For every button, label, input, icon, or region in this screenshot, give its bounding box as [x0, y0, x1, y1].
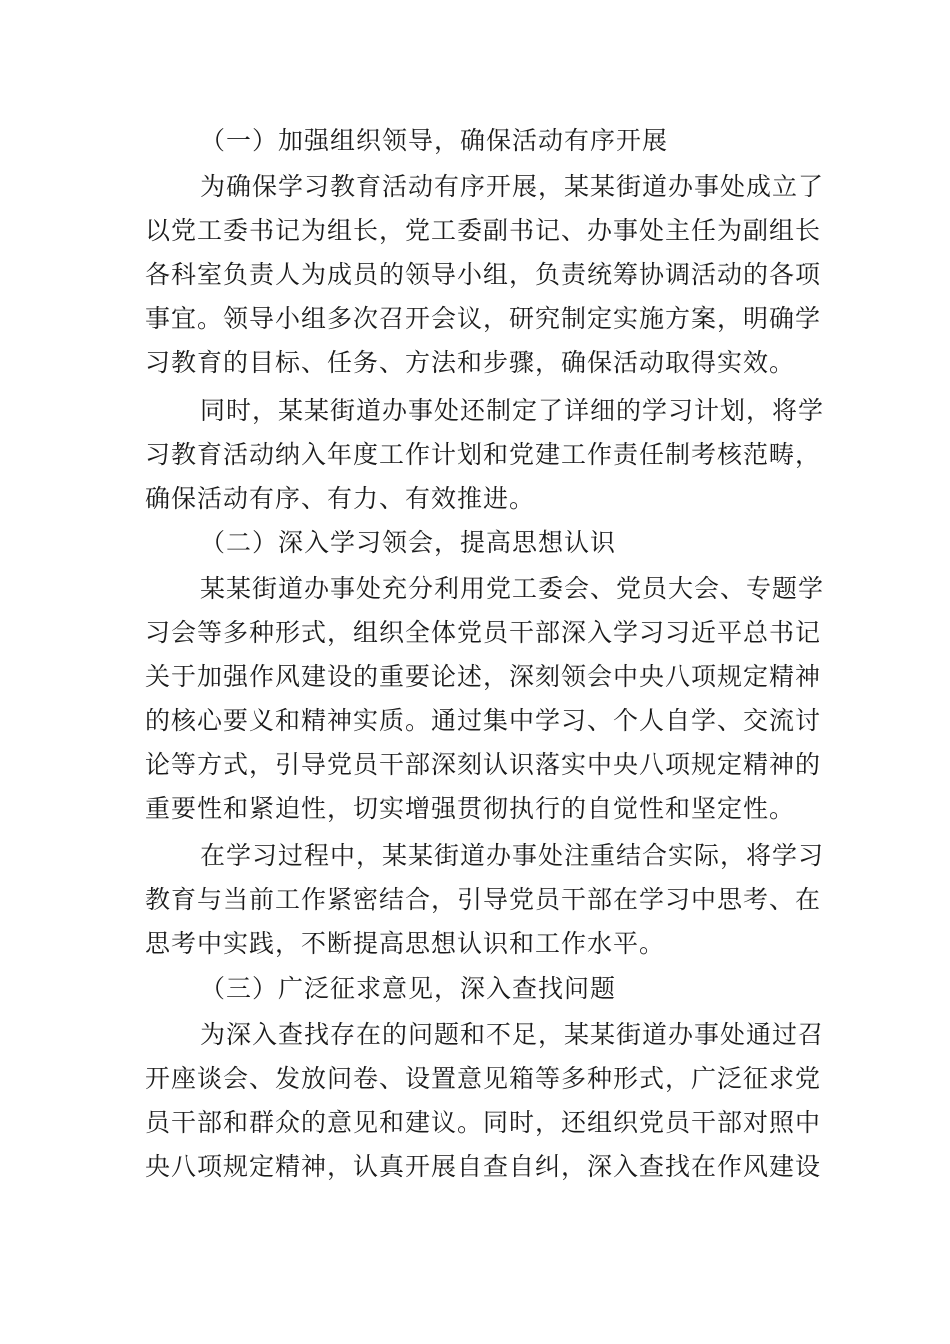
- paragraph-line: 央八项规定精神，认真开展自查自纠，深入查找在作风建设: [145, 1152, 822, 1181]
- paragraph-line: 习教育活动纳入年度工作计划和党建工作责任制考核范畴，: [145, 440, 822, 469]
- paragraph-line: 某某街道办事处充分利用党工委会、党员大会、专题学: [200, 574, 825, 603]
- paragraph-line: 教育与当前工作紧密结合，引导党员干部在学习中思考、在: [145, 885, 822, 914]
- paragraph-line: 关于加强作风建设的重要论述，深刻领会中央八项规定精神: [145, 662, 822, 691]
- paragraph-line: 员干部和群众的意见和建议。同时，还组织党员干部对照中: [145, 1108, 822, 1137]
- paragraph-line: 各科室负责人为成员的领导小组，负责统筹协调活动的各项: [145, 260, 822, 289]
- paragraph-line: 思考中实践，不断提高思想认识和工作水平。: [145, 929, 666, 958]
- paragraph-line: 开座谈会、发放问卷、设置意见箱等多种形式，广泛征求党: [145, 1064, 822, 1093]
- paragraph-line: 以党工委书记为组长，党工委副书记、办事处主任为副组长: [145, 216, 822, 245]
- section-heading-3: （三）广泛征求意见，深入查找问题: [200, 974, 617, 1003]
- paragraph-line: 论等方式，引导党员干部深刻认识落实中央八项规定精神的: [145, 750, 822, 779]
- section-heading-1: （一）加强组织领导，确保活动有序开展: [200, 126, 669, 155]
- section-heading-2: （二）深入学习领会，提高思想认识: [200, 528, 617, 557]
- paragraph-line: 为确保学习教育活动有序开展，某某街道办事处成立了: [200, 172, 825, 201]
- paragraph-line: 重要性和紧迫性，切实增强贯彻执行的自觉性和坚定性。: [145, 794, 796, 823]
- paragraph-line: 习教育的目标、任务、方法和步骤，确保活动取得实效。: [145, 348, 796, 377]
- paragraph-line: 事宜。领导小组多次召开会议，研究制定实施方案，明确学: [145, 304, 822, 333]
- paragraph-line: 在学习过程中，某某街道办事处注重结合实际，将学习: [200, 841, 825, 870]
- paragraph-line: 确保活动有序、有力、有效推进。: [145, 484, 536, 513]
- paragraph-line: 同时，某某街道办事处还制定了详细的学习计划，将学: [200, 396, 825, 425]
- paragraph-line: 的核心要义和精神实质。通过集中学习、个人自学、交流讨: [145, 706, 822, 735]
- paragraph-line: 为深入查找存在的问题和不足，某某街道办事处通过召: [200, 1020, 825, 1049]
- paragraph-line: 习会等多种形式，组织全体党员干部深入学习习近平总书记: [145, 618, 822, 647]
